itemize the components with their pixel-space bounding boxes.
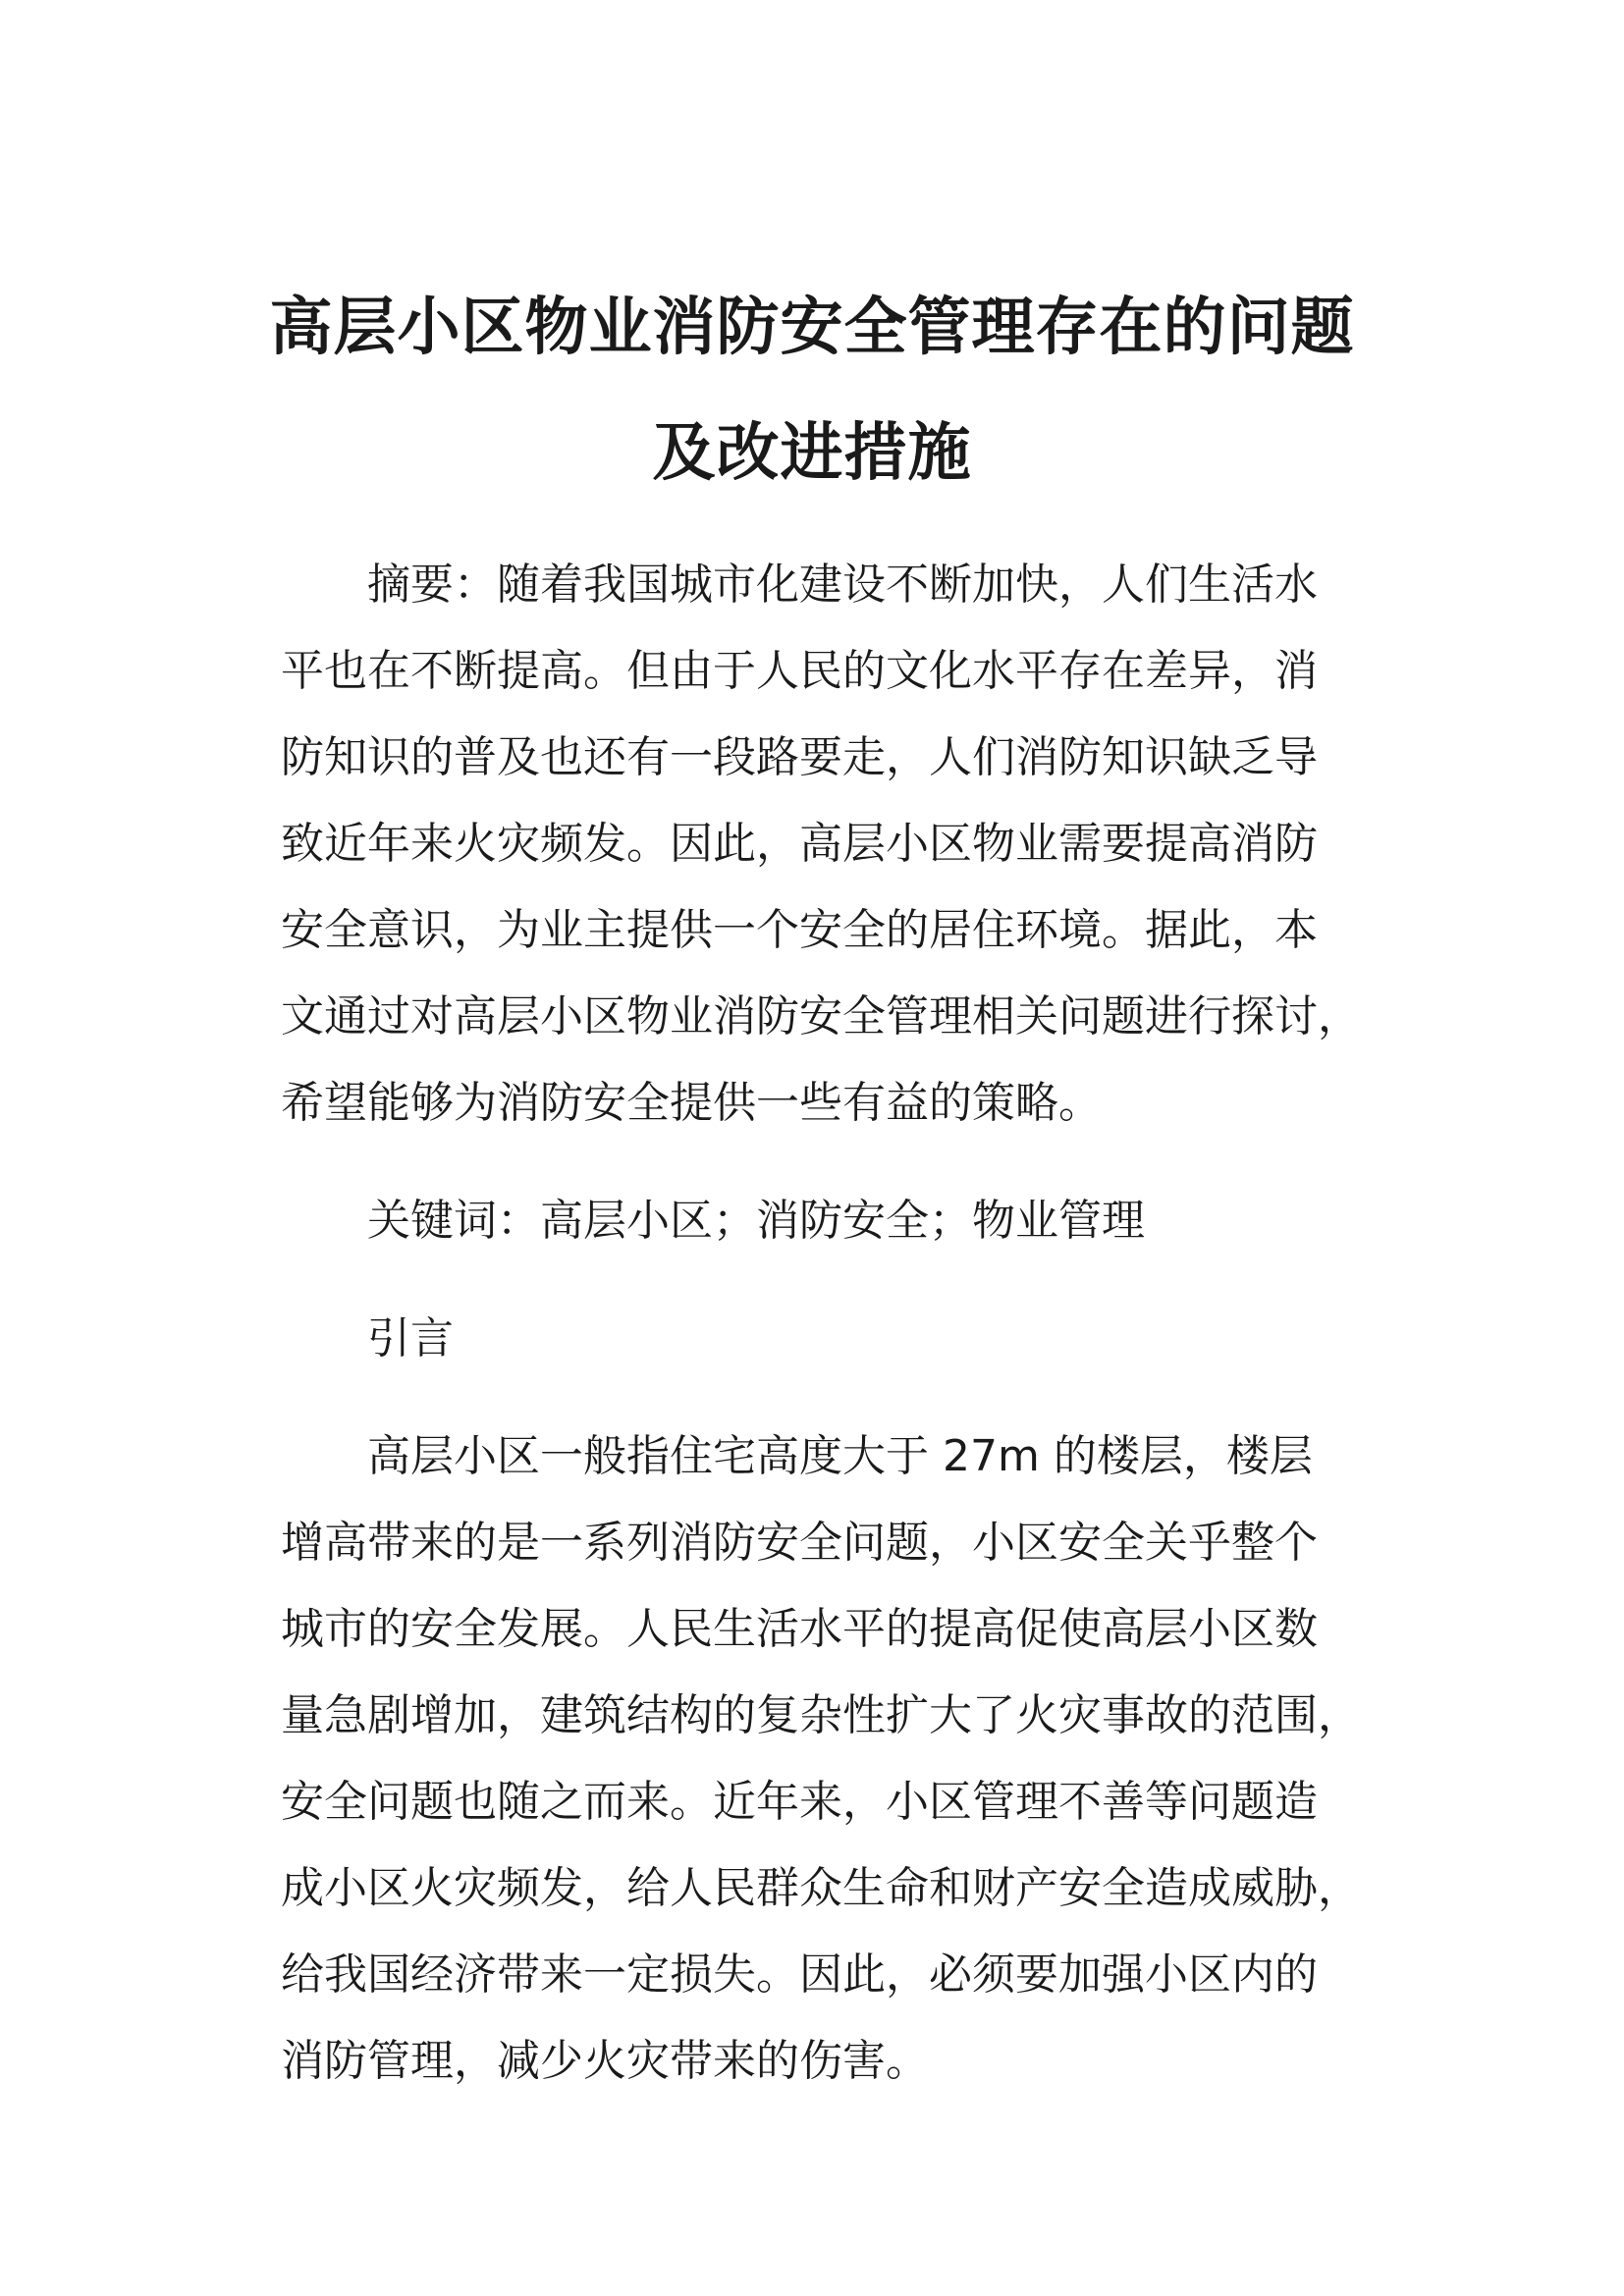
document-title	[236, 265, 1388, 516]
text-line: 文通过对高层小区物业消防安全管理相关问题进行探讨，	[281, 991, 1361, 1041]
text-line: 希望能够为消防安全提供一些有益的策略。	[281, 1078, 1102, 1128]
text-line: 城市的安全发展。人民生活水平的提高促使高层小区数	[281, 1604, 1318, 1654]
text-line: 防知识的普及也还有一段路要走，人们消防知识缺乏导	[281, 732, 1318, 782]
text-line: 平也在不断提高。但由于人民的文化水平存在差异，消	[281, 646, 1318, 696]
text-line: 消防管理，减少火灾带来的伤害。	[281, 2036, 929, 2086]
text-line: 增高带来的是一系列消防安全问题，小区安全关乎整个	[281, 1518, 1318, 1568]
document-body	[281, 542, 1361, 2105]
abstract-paragraph	[281, 542, 1361, 1147]
section-heading	[281, 1296, 1351, 1382]
text-line: 给我国经济带来一定损失。因此，必须要加强小区内的	[281, 1949, 1318, 2000]
text-line: 安全问题也随之而来。近年来，小区管理不善等问题造	[281, 1777, 1318, 1827]
title-line-2: 及改进措施	[652, 417, 972, 490]
text-line: 成小区火灾频发，给人民群众生命和财产安全造成威胁，	[281, 1863, 1361, 1913]
intro-paragraph	[281, 1414, 1361, 2105]
title-line-1: 高层小区物业消防安全管理存在的问题	[269, 292, 1355, 364]
keywords-line: 关键词：高层小区；消防安全；物业管理	[367, 1196, 1145, 1246]
section-heading-text: 引言	[367, 1313, 454, 1363]
text-line: 致近年来火灾频发。因此，高层小区物业需要提高消防	[281, 819, 1318, 869]
text-line: 摘要：随着我国城市化建设不断加快，人们生活水	[367, 560, 1318, 610]
text-line: 高层小区一般指住宅高度大于 27m 的楼层，楼层	[367, 1431, 1313, 1481]
text-line: 量急剧增加，建筑结构的复杂性扩大了火灾事故的范围，	[281, 1690, 1361, 1740]
text-line: 安全意识，为业主提供一个安全的居住环境。据此，本	[281, 905, 1318, 955]
keywords-paragraph	[281, 1178, 1351, 1264]
